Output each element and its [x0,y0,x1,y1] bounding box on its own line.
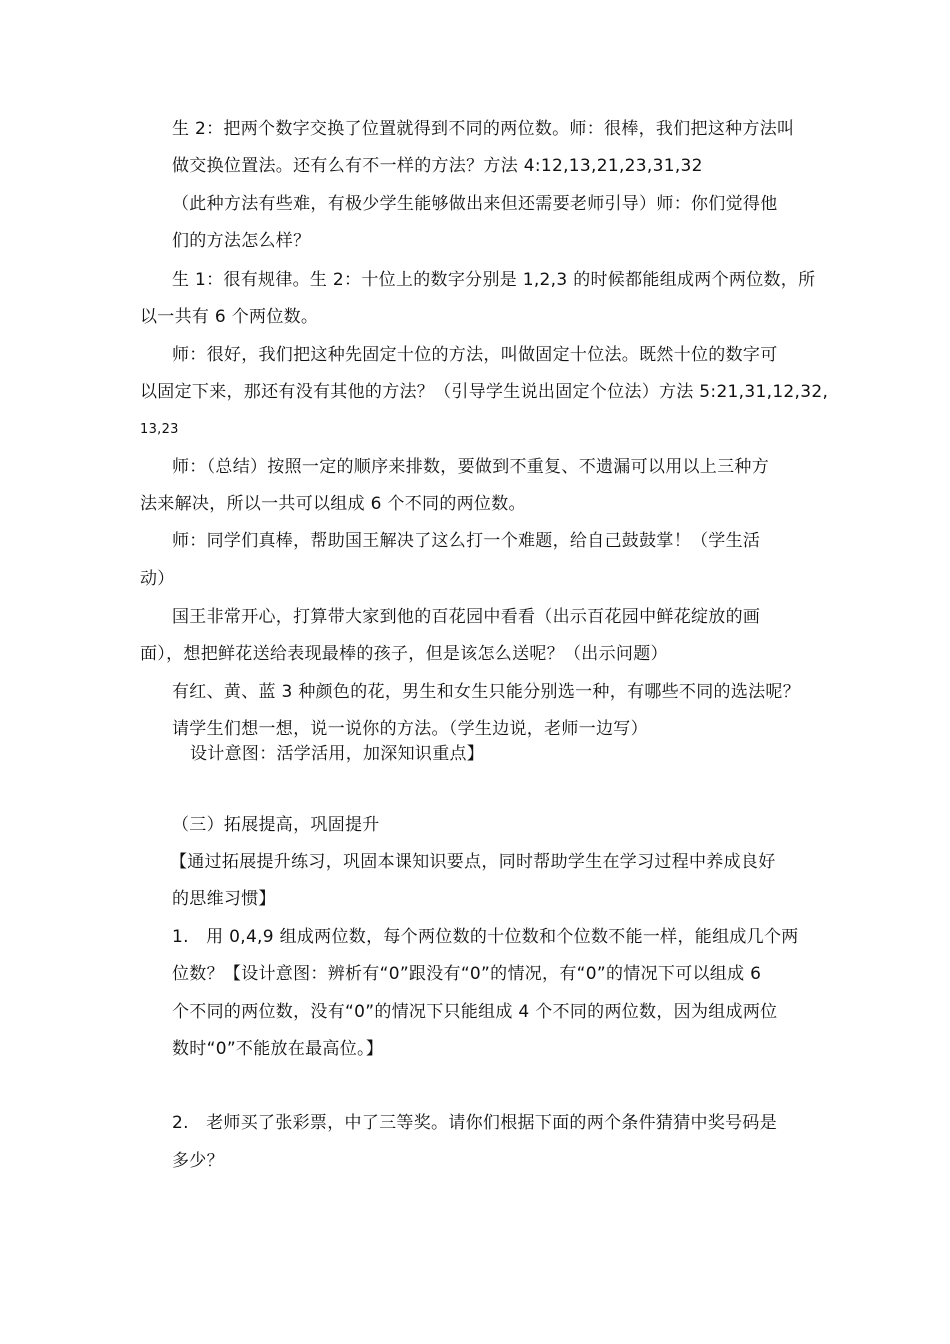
text-line: 以固定下来，那还有没有其他的方法？（引导学生说出固定个位法）方法 5:21,31,12,32, [140,382,829,402]
text-line: 位数？【设计意图：辨析有“0”跟没有“0”的情况，有“0”的情况下可以组成 6 [172,964,762,984]
text-line: 以一共有 6 个两位数。 [140,307,319,327]
text-line: 师：同学们真棒，帮助国王解决了这么打一个难题，给自己鼓鼓掌！（学生活 [172,531,761,551]
text-line: 多少？ [172,1151,224,1171]
text-line: 的思维习惯】 [172,889,276,909]
text-line: 设计意图：活学活用，加深知识重点】 [190,744,485,764]
text-line: 个不同的两位数，没有“0”的情况下只能组成 4 个不同的两位数，因为组成两位 [172,1002,778,1022]
text-line: 1. 用 0,4,9 组成两位数，每个两位数的十位数和个位数不能一样，能组成几个两 [172,927,799,947]
text-line: 数时“0”不能放在最高位。】 [172,1039,384,1059]
text-line: 师：（总结）按照一定的顺序来排数，要做到不重复、不遗漏可以用以上三种方 [172,457,769,477]
text-line: （此种方法有些难，有极少学生能够做出来但还需要老师引导）师：你们觉得他 [172,194,778,214]
text-line: 动） [140,569,175,589]
text-line: 生 1：很有规律。生 2：十位上的数字分别是 1,2,3 的时候都能组成两个两位数，所 [172,270,816,290]
text-line: 们的方法怎么样？ [172,231,311,251]
text-line: 【通过拓展提升练习，巩固本课知识要点，同时帮助学生在学习过程中养成良好 [170,852,776,872]
text-line: 有红、黄、蓝 3 种颜色的花，男生和女生只能分别选一种，有哪些不同的选法呢？ [172,682,801,702]
text-line: 2. 老师买了张彩票，中了三等奖。请你们根据下面的两个条件猜猜中奖号码是 [172,1113,778,1133]
text-line: 生 2：把两个数字交换了位置就得到不同的两位数。师：很棒，我们把这种方法叫 [172,119,795,139]
section-heading: （三）拓展提高，巩固提升 [172,815,380,835]
text-line: 请学生们想一想，说一说你的方法。（学生边说，老师一边写） [172,719,648,739]
text-line: 法来解决，所以一共可以组成 6 个不同的两位数。 [140,494,526,514]
text-line: 师：很好，我们把这种先固定十位的方法，叫做固定十位法。既然十位的数字可 [172,345,778,365]
text-line: 面），想把鲜花送给表现最棒的孩子，但是该怎么送呢？（出示问题） [140,644,668,664]
text-line: 国王非常开心，打算带大家到他的百花园中看看（出示百花园中鲜花绽放的画 [172,607,761,627]
text-line: 做交换位置法。还有么有不一样的方法？方法 4:12,13,21,23,31,32 [172,156,703,176]
text-line: 13,23 [140,422,179,437]
